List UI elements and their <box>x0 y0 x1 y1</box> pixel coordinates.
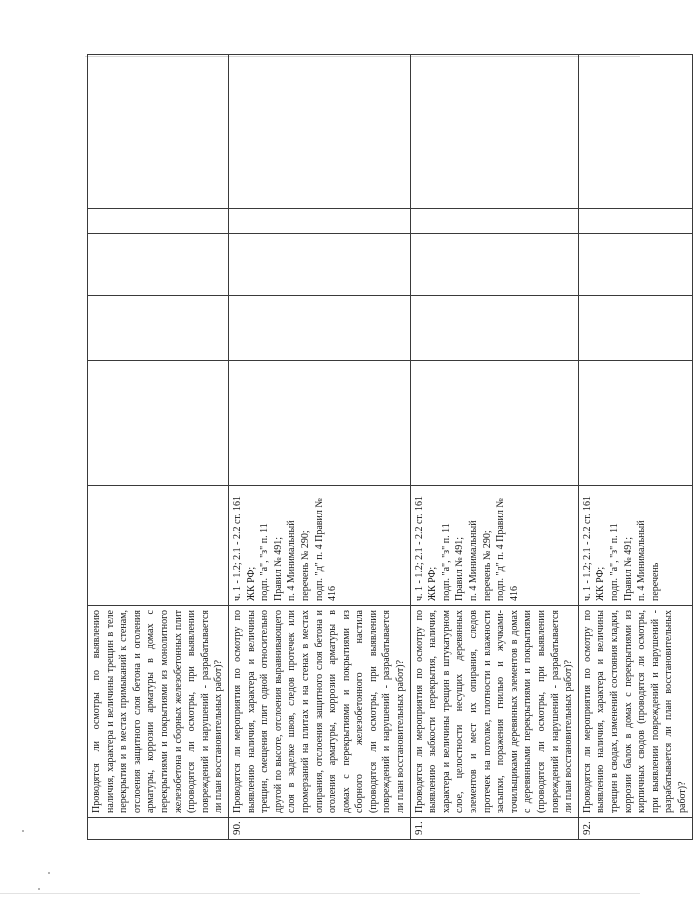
legal-basis-line: ч. 1 - 1.2; 2.1 - 2.2 ст. 161 ЖК РФ; <box>413 495 439 601</box>
legal-basis-line: подп. "д" п. 4 Правил № 416 <box>495 498 520 601</box>
answer-no-cell <box>578 296 692 361</box>
answer-not-applicable-cell <box>228 234 410 296</box>
comments-cell <box>410 55 578 209</box>
narrow-blank-cell <box>578 209 692 234</box>
narrow-blank-cell <box>410 209 578 234</box>
legal-basis-line: ч. 1 - 1.2; 2.1 - 2.2 ст. 161 ЖК РФ; <box>231 495 257 601</box>
comments-cell <box>228 55 410 209</box>
legal-basis-line: подп. "д" п. 4 Правил № 416 <box>313 498 339 601</box>
legal-basis-cell <box>88 486 229 606</box>
question-cell: Проводятся ли осмотры по выявлению наличия, характера и величины трещин в теле перекрытия и в местах примыканий к стенам, отслоения защитного слоя бетона и оголения арматуры, коррозии арматуры в домах с перекрытиями и покрытиями из монолитного железобетона и сборных железобетонных плит (проводятся ли осмотры, при выявлении повреждений и нарушений - разрабатывается ли план восстановительных работ)? <box>88 606 229 818</box>
answer-no-cell <box>88 296 229 361</box>
question-cell: Проводятся ли мероприятия по осмотру по выявлению наличия, характера и величины трещин, смещения плит одной относительно другой по высоте, отслоения выравнивающего слоя в заделке швов, следов протечек или промерзаний на плитах и на стенах в местах опирания, отслоения защитного слоя бетона и оголения арматуры, коррозии арматуры в домах с перекрытиями и покрытиями из сборного железобетонного настила (проводятся ли осмотры, при выявлении повреждений и нарушений - разрабатывается ли план восстановительных работ)? <box>228 606 410 818</box>
legal-basis-cell <box>410 486 578 606</box>
narrow-blank-cell <box>88 209 229 234</box>
legal-basis-cell <box>228 486 410 606</box>
scan-speck <box>22 830 24 832</box>
answer-not-applicable-cell <box>578 234 692 296</box>
answer-yes-cell <box>410 361 578 486</box>
table-row <box>578 55 692 840</box>
legal-basis-line: ч. 1 - 1.2; 2.1 - 2.2 ст. 161 ЖК РФ; <box>581 495 607 601</box>
scan-edge-line <box>0 893 640 894</box>
row-number <box>88 818 229 840</box>
answer-yes-cell <box>88 361 229 486</box>
row-number: 90. <box>228 818 410 840</box>
comments-cell <box>88 55 229 209</box>
legal-basis-line: подп. "а", "з" п. 11 Правил № 491; <box>440 523 466 601</box>
legal-basis-line: п. 4 Минимальный перечень № 290; <box>468 520 493 601</box>
row-number: 91. <box>410 818 578 840</box>
comments-cell <box>578 55 692 209</box>
answer-yes-cell <box>578 361 692 486</box>
answer-no-cell <box>228 296 410 361</box>
inspection-checklist-table <box>87 55 688 840</box>
table-row <box>410 55 578 840</box>
scan-speck <box>38 888 40 890</box>
answer-not-applicable-cell <box>410 234 578 296</box>
legal-basis-cell <box>578 486 692 606</box>
narrow-blank-cell <box>228 209 410 234</box>
legal-basis-line: п. 4 Минимальный перечень № 290; <box>286 520 311 601</box>
legal-basis-line: п. 4 Минимальный перечень <box>636 520 661 601</box>
row-number: 92. <box>578 818 692 840</box>
answer-no-cell <box>410 296 578 361</box>
answer-not-applicable-cell <box>88 234 229 296</box>
question-cell: Проводятся ли мероприятия по осмотру по выявлению зыбкости перекрытия, наличия, характера и величины трещин в штукатурном слое, целостности несущих деревянных элементов и мест их опирания, следов протечек на потолке, плотности и влажности засыпки, поражения гнилью и жучками-точильщиками деревянных элементов в домах с деревянными перекрытиями и покрытиями (проводятся ли осмотры, при выявлении повреждений и нарушений - разрабатывается ли план восстановительных работ)? <box>410 606 578 818</box>
legal-basis-line: подп. "а", "з" п. 11 Правил № 491; <box>259 523 284 601</box>
table-row <box>228 55 410 840</box>
table-row <box>88 55 229 840</box>
question-cell: Проводятся ли мероприятия по осмотру по выявлению наличия, характера и величины трещин в сводах, изменений состояния кладки, коррозии балок в домах с перекрытиями из кирпичных сводов (проводятся ли осмотры, при выявлении повреждений и нарушений - разрабатывается ли план восстановительных работ)? <box>578 606 692 818</box>
answer-yes-cell <box>228 361 410 486</box>
legal-basis-line: подп. "а", "з" п. 11 Правил № 491; <box>608 523 634 601</box>
scan-speck <box>48 872 50 874</box>
